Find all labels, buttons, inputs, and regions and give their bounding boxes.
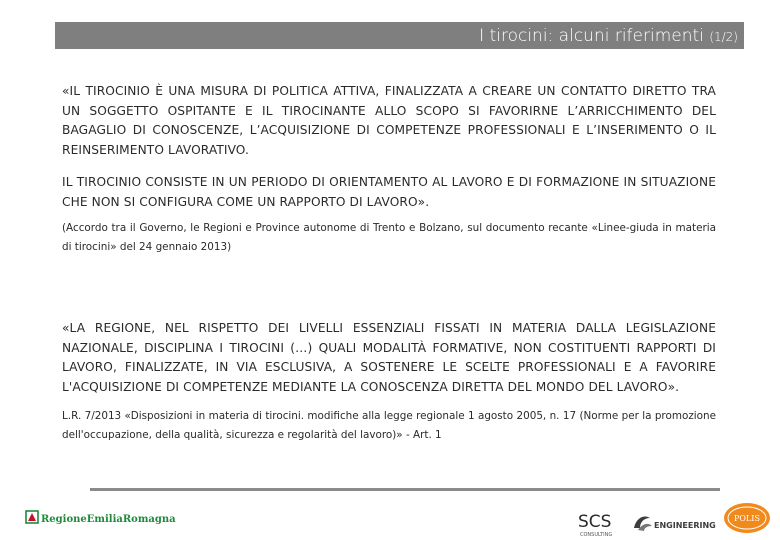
regione-emilia-romagna-logo: [26, 509, 176, 527]
svg-text:CONSULTING: CONSULTING: [580, 532, 613, 538]
slide-title-bar: [55, 22, 744, 49]
svg-text:ENGINEERING: ENGINEERING: [654, 521, 716, 530]
svg-text:SCS: SCS: [578, 512, 612, 532]
section-source-1: [62, 219, 716, 256]
definition-paragraph: «IL TIROCINIO È UNA MISURA DI POLITICA ATTIVA, FINALIZZATA A CREARE UN CONTATTO DIRETTO TRA UN SOGGETTO OSPITANTE E IL TIROCINANTE ALLO SCOPO SI FAVORIRNE L’ARRICCHIMENTO DEL BAGAGLIO DI CONOSCENZE, L’ACQUISIZIONE DI COMPETENZE PROFESSIONALI E L’INSERIMENTO O IL REINSERIMENTO LAVORATIVO.: [62, 84, 716, 157]
engineering-logo: [632, 510, 714, 534]
polis-logo: [722, 500, 772, 536]
slide-title: I tirocini: alcuni riferimenti: [479, 26, 704, 46]
regione-quote-paragraph: «LA REGIONE, NEL RISPETTO DEI LIVELLI ESSENZIALI FISSATI IN MATERIA DALLA LEGISLAZIONE NAZIONALE, DISCIPLINA I TIROCINI (…) QUALI MODALITÀ FORMATIVE, NON COSTITUENTI RAPPORTI DI LAVORO, FINALIZZATE, IN VIA ESCLUSIVA, A SOSTENERE LE SCELTE PROFESSIONALI E A FAVORIRE L'ACQUISIZIONE DI COMPETENZE MEDIANTE LA CONOSCENZA DIRETTA DEL MONDO DEL LAVORO».: [62, 321, 716, 394]
section-definition: [62, 82, 716, 160]
source-legge: L.R. 7/2013 «Disposizioni in materia di tirocini. modifiche alla legge regionale 1 agosto 2005, n. 17 (Norme per la promozione dell'occupazione, della qualità, sicurezza e regolarità del lavoro)» - Art. 1: [62, 410, 716, 441]
footer-divider: [90, 488, 720, 491]
section-source-2: [62, 407, 716, 444]
page-indicator: (1/2): [709, 30, 738, 44]
section-regione-quote: [62, 319, 716, 397]
svg-text:POLIS: POLIS: [734, 514, 760, 523]
source-accordo: (Accordo tra il Governo, le Regioni e Province autonome di Trento e Bolzano, sul documento recante «Linee-giuda in materia di tirocini» del 24 gennaio 2013): [62, 222, 716, 253]
section-consists: [62, 173, 716, 212]
svg-text:RegioneEmiliaRomagna: RegioneEmiliaRomagna: [41, 514, 176, 525]
scs-logo: [578, 510, 622, 538]
consists-paragraph: IL TIROCINIO CONSISTE IN UN PERIODO DI ORIENTAMENTO AL LAVORO E DI FORMAZIONE IN SITUAZIONE CHE NON SI CONFIGURA COME UN RAPPORTO DI LAVORO».: [62, 175, 716, 209]
